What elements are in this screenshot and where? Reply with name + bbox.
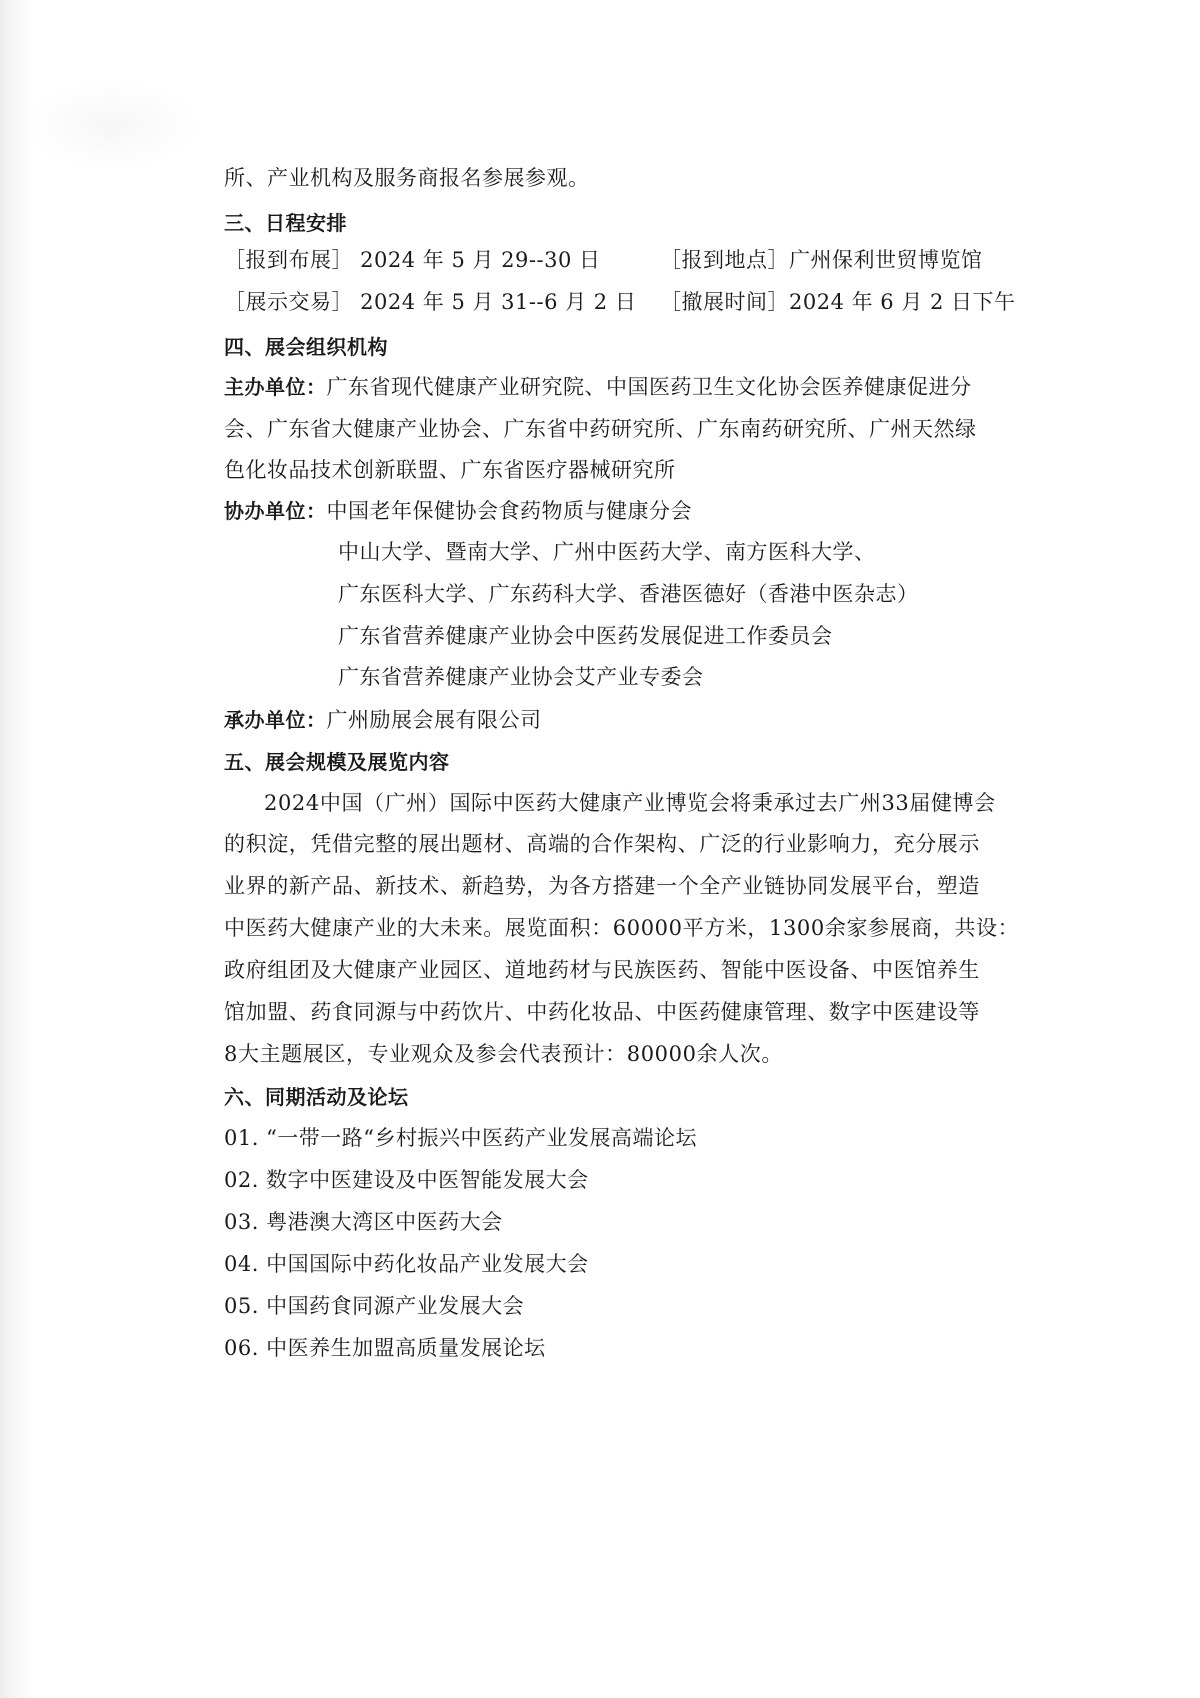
section-5-heading: 五、展会规模及展览内容 [224, 750, 450, 774]
forum-item-06: 06. 中医养生加盟高质量发展论坛 [224, 1336, 546, 1360]
scale-paragraph-line-5: 政府组团及大健康产业园区、道地药材与民族医药、智能中医设备、中医馆养生 [224, 958, 980, 982]
organizer-line [224, 705, 542, 735]
co-organizers-line-4: 广东省营养健康产业协会中医药发展促进工作委员会 [338, 624, 833, 648]
section-3-heading: 三、日程安排 [224, 211, 347, 235]
co-organizers-text-1: 中国老年保健协会食药物质与健康分会 [326, 499, 692, 523]
scan-smudge [22, 80, 202, 170]
host-units-line-1 [224, 372, 972, 402]
scale-paragraph-line-6: 馆加盟、药食同源与中药饮片、中药化妆品、中医药健康管理、数字中医建设等 [224, 1000, 980, 1024]
co-organizers-line-5: 广东省营养健康产业协会艾产业专委会 [338, 665, 704, 689]
section-4-heading: 四、展会组织机构 [224, 335, 388, 359]
scale-paragraph-line-1: 2024中国（广州）国际中医药大健康产业博览会将秉承过去广州33届健博会 [264, 791, 996, 815]
scan-edge-shadow [0, 0, 34, 1698]
co-organizers-label: 协办单位： [224, 499, 327, 523]
forum-item-03: 03. 粤港澳大湾区中医药大会 [224, 1210, 503, 1234]
scale-paragraph-line-3: 业界的新产品、新技术、新趋势，为各方搭建一个全产业链协同发展平台，塑造 [224, 874, 980, 898]
co-organizers-line-2: 中山大学、暨南大学、广州中医药大学、南方医科大学、 [338, 540, 876, 564]
organizer-label: 承办单位： [224, 708, 327, 732]
host-units-line-2: 会、广东省大健康产业协会、广东省中药研究所、广东南药研究所、广州天然绿 [224, 417, 977, 441]
host-units-label: 主办单位： [224, 375, 327, 399]
co-organizers-line-1 [224, 496, 692, 526]
host-units-line-3: 色化妆品技术创新联盟、广东省医疗器械研究所 [224, 458, 676, 482]
schedule-teardown-time: ［撤展时间］2024 年 6 月 2 日下午 [660, 290, 1016, 314]
forum-item-02: 02. 数字中医建设及中医智能发展大会 [224, 1168, 589, 1192]
scale-paragraph-line-4: 中医药大健康产业的大未来。展览面积：60000平方米，1300余家参展商，共设： [224, 916, 1020, 940]
co-organizers-line-3: 广东医科大学、广东药科大学、香港医德好（香港中医杂志） [338, 582, 919, 606]
forum-item-01: 01. “一带一路“乡村振兴中医药产业发展高端论坛 [224, 1126, 698, 1150]
scale-paragraph-line-7: 8大主题展区，专业观众及参会代表预计：80000余人次。 [224, 1042, 783, 1066]
organizer-text: 广州励展会展有限公司 [326, 708, 542, 732]
forum-item-04: 04. 中国国际中药化妆品产业发展大会 [224, 1252, 589, 1276]
host-units-text-1: 广东省现代健康产业研究院、中国医药卫生文化协会医养健康促进分 [326, 375, 972, 399]
schedule-exhibition-trade: ［展示交易］ 2024 年 5 月 31--6 月 2 日 [224, 290, 637, 314]
schedule-register-setup: ［报到布展］ 2024 年 5 月 29--30 日 [224, 248, 601, 272]
scale-paragraph-line-2: 的积淀，凭借完整的展出题材、高端的合作架构、广泛的行业影响力，充分展示 [224, 832, 980, 856]
continuation-line: 所、产业机构及服务商报名参展参观。 [224, 166, 590, 190]
section-6-heading: 六、同期活动及论坛 [224, 1085, 409, 1109]
forum-item-05: 05. 中国药食同源产业发展大会 [224, 1294, 525, 1318]
schedule-register-venue: ［报到地点］广州保利世贸博览馆 [660, 248, 983, 272]
